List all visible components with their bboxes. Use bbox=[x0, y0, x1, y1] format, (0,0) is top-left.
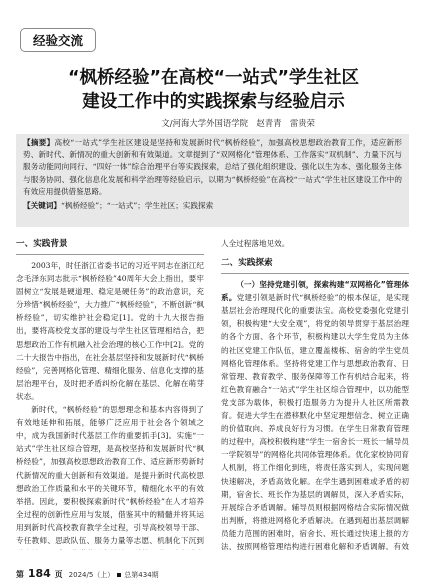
abstract-text: 高校“一站式”学生社区建设是坚持和发展新时代“枫桥经验”，加强高校思想政治教育工作，适应新形势、新时代、新情况的重大创新和有效渠道。文章提到了“双网格化”管理体系、工作落实“双机制”、力量下沉与服务动能同向同行、“四好一体”综合治理平台等实践探索，总结了强化组织建设、强化以生为本、强化服务主体与服务协同、强化信息化发展和科学治理等经验启示，以期为“枫桥经验”在高校“一站式”学生社区建设工作中的有效应用提供借鉴思路。 bbox=[23, 138, 402, 196]
paragraph-body: 党建引领是新时代“枫桥经验”的根本保证，是实现基层社会治理现代化的重要法宝。高校党委强化党建引领，积极构建“大安全观”，将党的领导贯穿于基层治理的各个方面、各个环节，积极构建以大学生党员为主体的社区党建工作队伍，建立覆盖楼栋、宿舍的学生党员网格化管理体系。坚持将党建工作与思想政治教育、日常管理、教育教学、服务保障等工作有机结合起来，将红色教育融合“一站式”学生社区综合管理中，以功能型党支部为载体，积极打造服务力为提升人社区所需教育。促进大学生在潜移默化中坚定理想信念、树立正确的价值取向、养成良好行为习惯。在学生日常教育管理的过程中，高校积极构建“学生一宿舍长一班长一辅导员一学院领导”的网格化共同体管理体系。优化家校协同育人机制，将工作细化到班，将责任落实到人，实现问题快速解决，矛盾高效化解。在学生遇到困难或矛盾的初期，宿舍长、班长作为基层的调解员，深入矛盾实际，开展综合矛盾调解。辅导员则根据网格结合实际情况做出判断，将推进网格化矛盾解决。在遇到超出基层调解员能力范围的困难时，宿舍长、班长通过快速上报的方法，按照网格管理结构进行困难化解和矛盾调解，有效 bbox=[221, 293, 409, 550]
section-heading-practice: 二、实践探索 bbox=[221, 256, 409, 274]
keywords-paragraph bbox=[23, 200, 402, 212]
body-paragraph: 新时代，“枫桥经验”的思想理念和基本内容得到了有效地延伸和拓展，能够广泛应用于社会各个领域之中，成为我国新时代基层工作的重要抓手[3]。实施“一站式”学生社区综合管理，是高校坚持和发展新时代“枫桥经验”，加强高校思想政治教育工作、适应新形势新时代新情况的重大创新和有效渠道。是提升新时代高校思想政治工作质量和水平的关键环节，精细化水平的有效举措。因此，要积极探索新时代“枫桥经验”在人才培养全过程的创新性应用与发展，借鉴其中的精髓并将其运用到新时代高校教育教学全过程，引导高校领导干部、专任教师、思政队伍、服务力量等志愿、机制化下沉到 bbox=[16, 405, 204, 545]
body-paragraph: 2003年，时任浙江省委书记的习近平同志在浙江纪念毛泽东同志批示“枫桥经验”40周年大会上指出，要牢固树立“发展是硬道理、稳定是硬任务”的政治意识，充分珍惜“枫桥经验”，大力推广“枫桥经验”，不断创新“枫桥经验”，切实维护社会稳定[1]。党的十九大报告指出，要将高校党支部的建设与学生社区管理相结合，把思想政治工作有机融入社会治理的核心工作中[2]。党的二十大报告中指出，在社会基层坚持和发展新时代“枫桥经验”，完善网格化管理、精细化服务、信息化支撑的基层治理平台，及时把矛盾纠纷化解在基层、化解在萌芽状态。 bbox=[16, 261, 204, 401]
continued-text: 人全过程落地见效。 bbox=[221, 239, 290, 248]
right-column bbox=[221, 237, 409, 550]
paragraph-lead: （一）坚持党建引领，探索构建“双网格化”管理体系。 bbox=[221, 280, 409, 303]
left-column bbox=[16, 237, 204, 550]
keywords-text: “枫桥经验”；“一站式”；学生社区；实践探索 bbox=[60, 201, 214, 210]
article-title-line-2: 建设工作中的实践探索与经验启示 bbox=[82, 92, 345, 112]
section-heading-background: 一、实践背景 bbox=[16, 237, 204, 255]
page-number: 第 184 页 bbox=[16, 567, 63, 580]
abstract-box bbox=[16, 134, 409, 227]
abstract-label: 【摘要】 bbox=[23, 138, 55, 147]
issue-info: 2024/5（上） 总第434期 bbox=[68, 571, 159, 579]
abstract-paragraph bbox=[23, 137, 402, 198]
body-paragraph bbox=[221, 278, 409, 550]
separator-square-icon bbox=[117, 573, 121, 577]
section-tag: 经验交流 bbox=[20, 28, 96, 52]
page-footer bbox=[16, 567, 159, 580]
author-byline: 文/河海大学外国语学院 赵青青 雷贵荣 bbox=[161, 118, 315, 128]
article-title-line-1: “枫桥经验”在高校“一站式”学生社区 bbox=[67, 68, 359, 88]
keywords-label: 【关键词】 bbox=[23, 201, 61, 210]
